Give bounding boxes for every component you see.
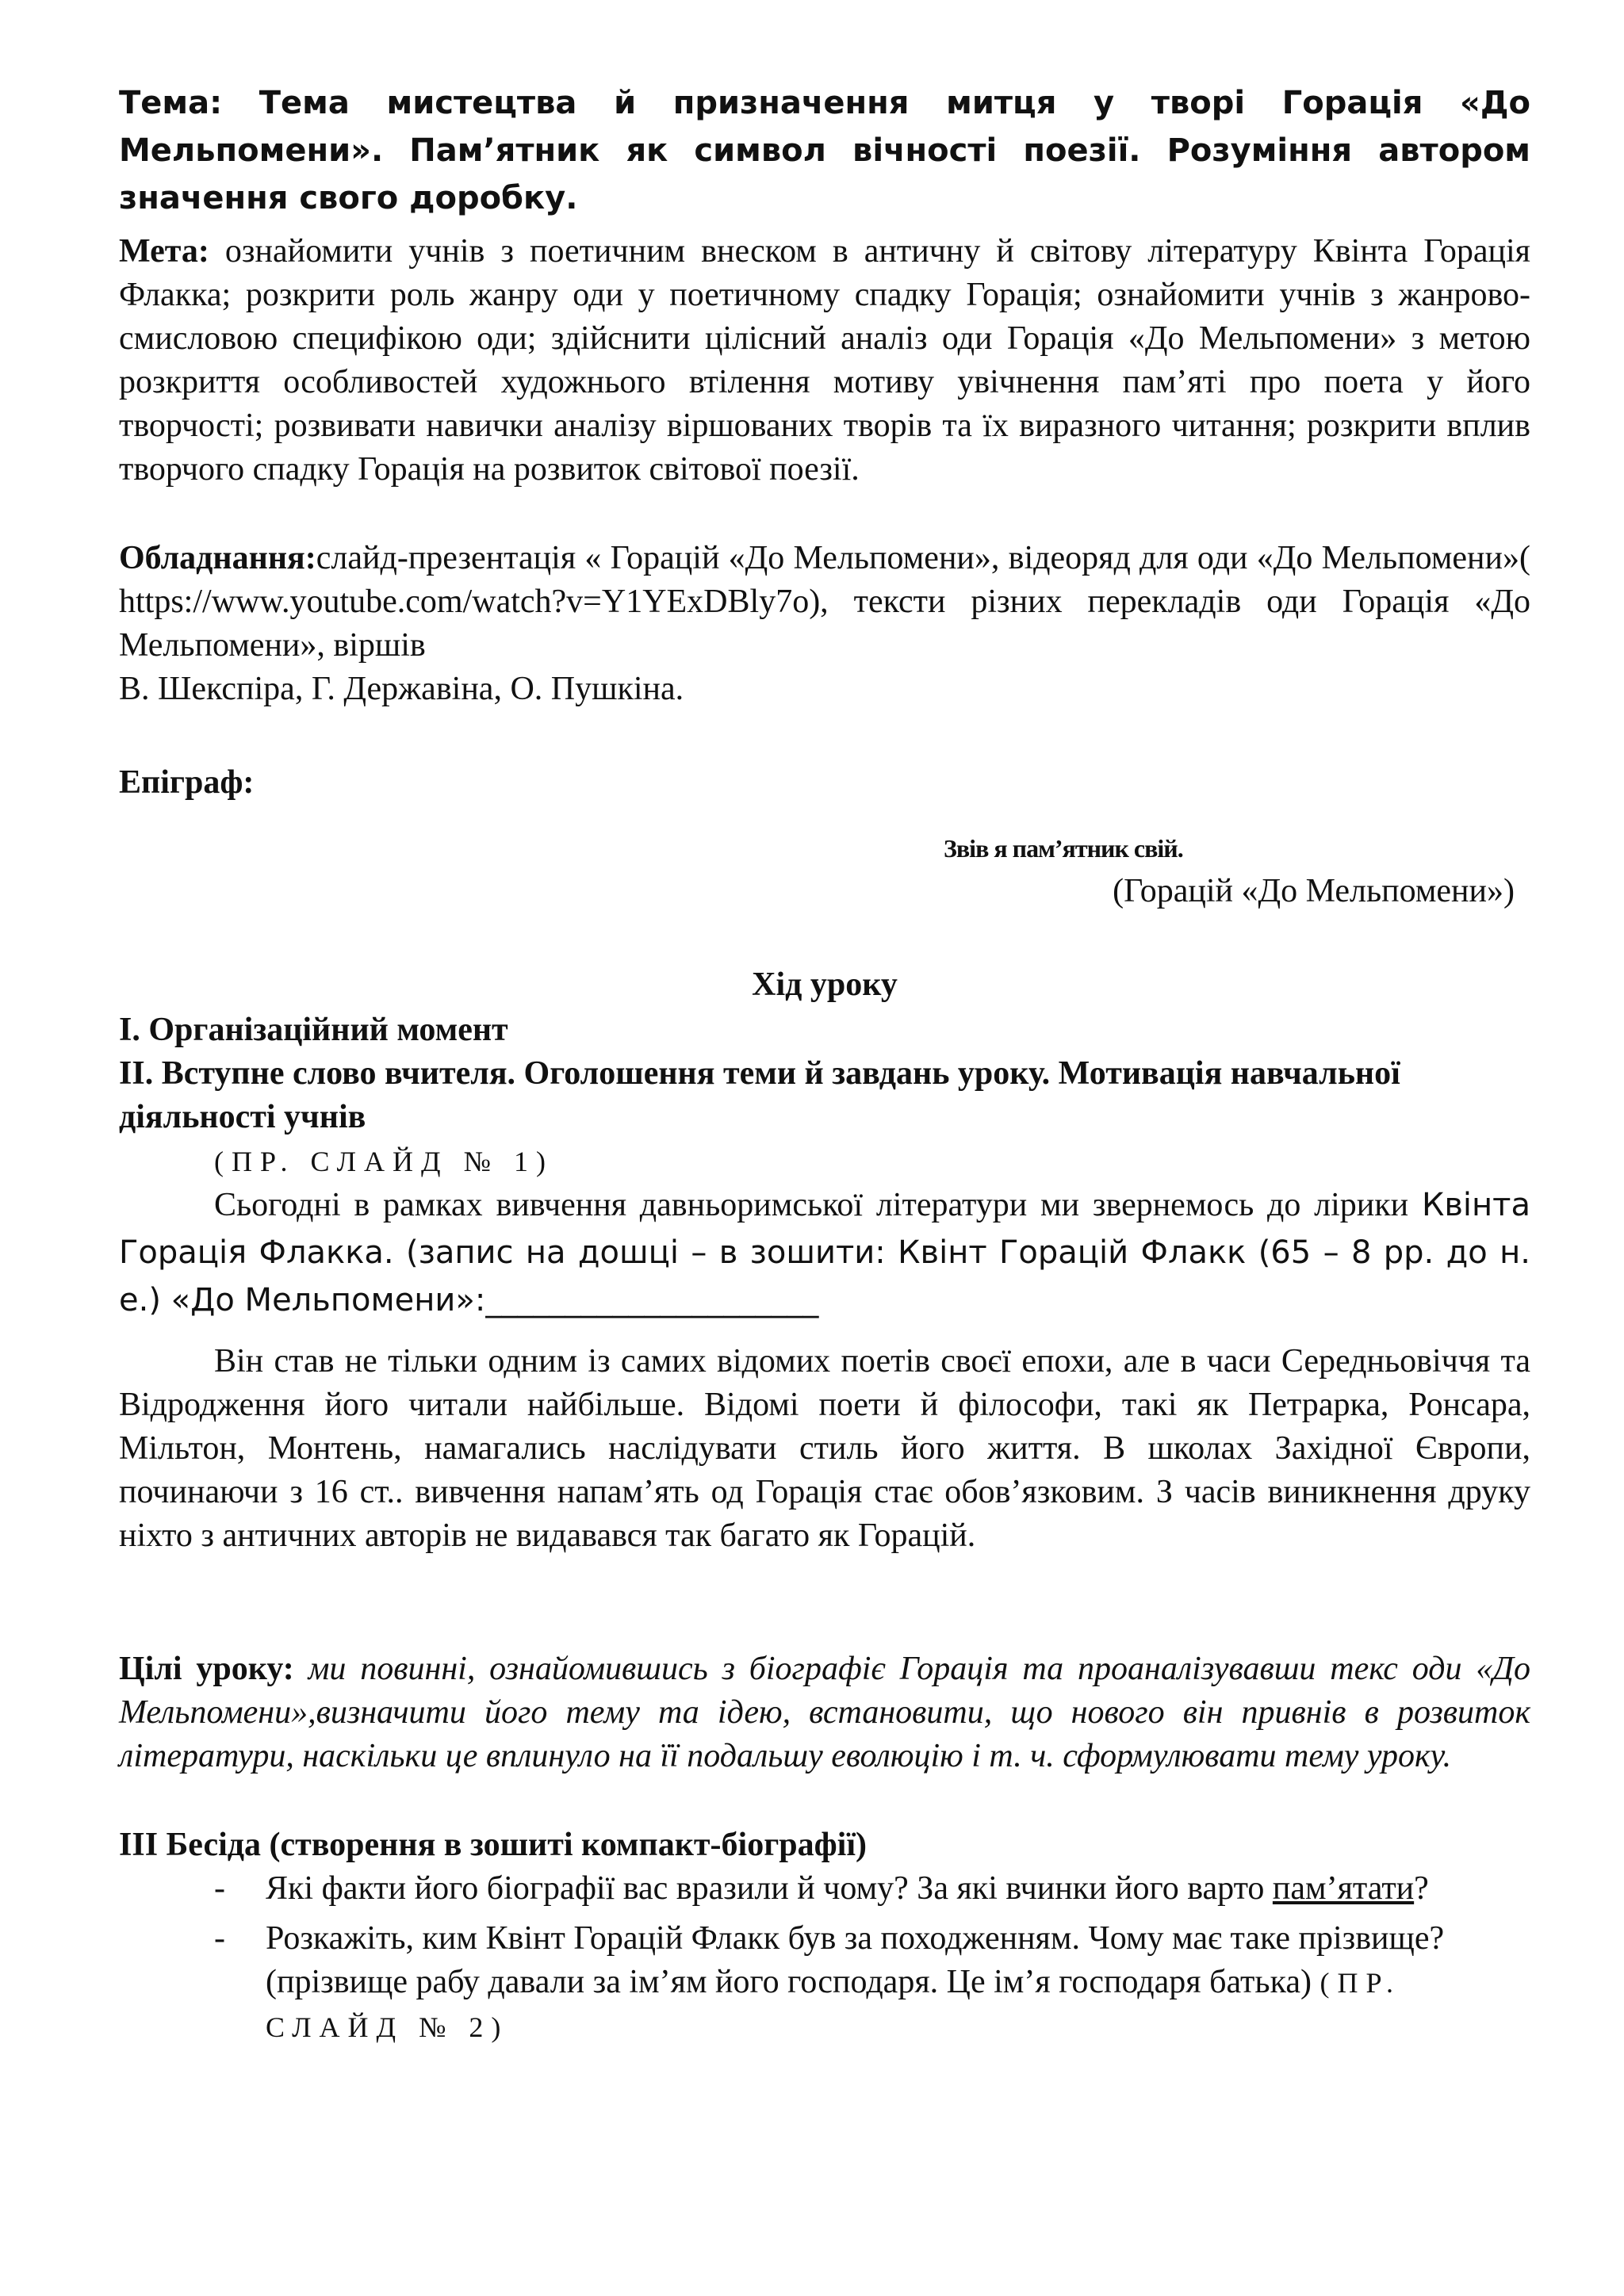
section-1-heading xyxy=(119,1008,1530,1052)
section-1-text: І. Організаційний момент xyxy=(119,1012,508,1048)
lesson-course-heading-text: Хід уроку xyxy=(752,966,898,1003)
lesson-topic: Тема: Тема мистецтва й призначення митця у творі Горація «До Мельпомени». Пам’ятник як символ вічності поезії. Розуміння автором значення свого доробку. xyxy=(119,85,1530,216)
section-2-heading xyxy=(119,1052,1530,1139)
question-2-text: Розкажіть, ким Квінт Горацій Флакк був за походженням. Чому має таке прізвище? (прізвище рабу давали за ім’ям його господаря. Це ім’я господаря батька) xyxy=(266,1920,1445,2000)
epigraph-label xyxy=(119,761,1530,805)
lesson-goals xyxy=(119,1647,1530,1778)
intro-text: Сьогодні в рамках вивчення давньоримської літератури ми звернемось до лірики xyxy=(214,1187,1422,1223)
intro-paragraph xyxy=(119,1181,1530,1324)
list-item xyxy=(119,1917,1530,2049)
board-note: Квінта Горація Флакка. (запис на дошці – в зошити: Квінт Горацій Флакк (65 – 8 рр. до н. е.) «До Мельпомени»:_____________________ xyxy=(119,1187,1530,1318)
equipment-authors: В. Шекспіра, Г. Державіна, О. Пушкіна. xyxy=(119,671,684,707)
list-item xyxy=(119,1867,1530,1911)
epigraph-label-text: Епіграф: xyxy=(119,764,255,801)
section-3-text: ІІІ Бесіда (створення в зошиті компакт-біографії) xyxy=(119,1827,868,1863)
list-dash: - xyxy=(214,1920,225,1957)
section-3-heading xyxy=(119,1823,1530,1867)
section-2-text: ІІ. Вступне слово вчителя. Оголошення теми й завдань уроку. Мотивація навчальної діяльності учнів xyxy=(119,1055,1400,1135)
lesson-goals-label: Цілі уроку: xyxy=(119,1651,294,1687)
lesson-course-heading xyxy=(119,963,1530,1007)
question-1-text: Які факти його біографії вас вразили й чому? За які вчинки його варто xyxy=(266,1870,1273,1907)
slide-1-text: (ПР. СЛАЙД № 1) xyxy=(214,1146,553,1177)
horace-paragraph: Він став не тільки одним із самих відомих поетів своєї епохи, але в часи Середньовіччя та Відродження його читали найбільше. Відомі поети й філософи, такі як Петрарка, Ронсара, Мільтон, Монтень, намагались наслідувати стиль його життя. В школах Західної Європи, починаючи з 16 ст.. вивчення напам’ять од Горація стає обов’язковим. З часів виникнення друку ніхто з античних авторів не видавався так багато як Горацій. xyxy=(119,1343,1530,1554)
goal-label: Мета: xyxy=(119,233,209,270)
question-1-end: ? xyxy=(1414,1870,1429,1907)
slide-1-note xyxy=(214,1139,1404,1184)
equipment-text: слайд-презентація « Горацій «До Мельпомени», відеоряд для оди «До Мельпомени»( https://www.youtube.com/watch?v=Y1YExDBly7o), тексти різних перекладів оди Горація «До Мельпомени», віршів xyxy=(119,540,1530,664)
list-dash: - xyxy=(214,1870,225,1907)
equipment-label: Обладнання: xyxy=(119,540,316,576)
question-1-underlined: пам’ятати xyxy=(1272,1870,1415,1907)
lesson-goal xyxy=(119,230,1530,492)
slide-2-text: (ПР. СЛАЙД № 2) xyxy=(266,1967,1401,2043)
questions-list xyxy=(119,1867,1530,2049)
goal-text: ознайомити учнів з поетичним внеском в античну й світову літературу Квінта Горація Флакка; розкрити роль жанру оди у поетичному спадку Горація; ознайомити учнів з жанрово-смисловою специфікою оди; здійснити цілісний аналіз оди Горація «До Мельпомени» з метою розкриття особливостей художнього втілення мотиву увічнення пам’яті про поета у його творчості; розвивати навички аналізу віршованих творів та їх виразного читання; розкрити вплив творчого спадку Горація на розвиток світової поезії. xyxy=(119,233,1530,488)
epigraph-source: (Горацій «До Мельпомени») xyxy=(1113,873,1515,909)
lesson-equipment xyxy=(119,537,1530,668)
epigraph-line: Звів я пам’ятник свій. xyxy=(944,834,1183,863)
lesson-goals-text: ми повинні, ознайомившись з біографіє Горація та проаналізувавши текс оди «До Мельпомени»,визначити його тему та ідею, встановити, що нового він привнів в розвиток літератури, наскільки це вплинуло на її подальшу еволюцію і т. ч. сформулювати тему уроку. xyxy=(119,1651,1530,1774)
